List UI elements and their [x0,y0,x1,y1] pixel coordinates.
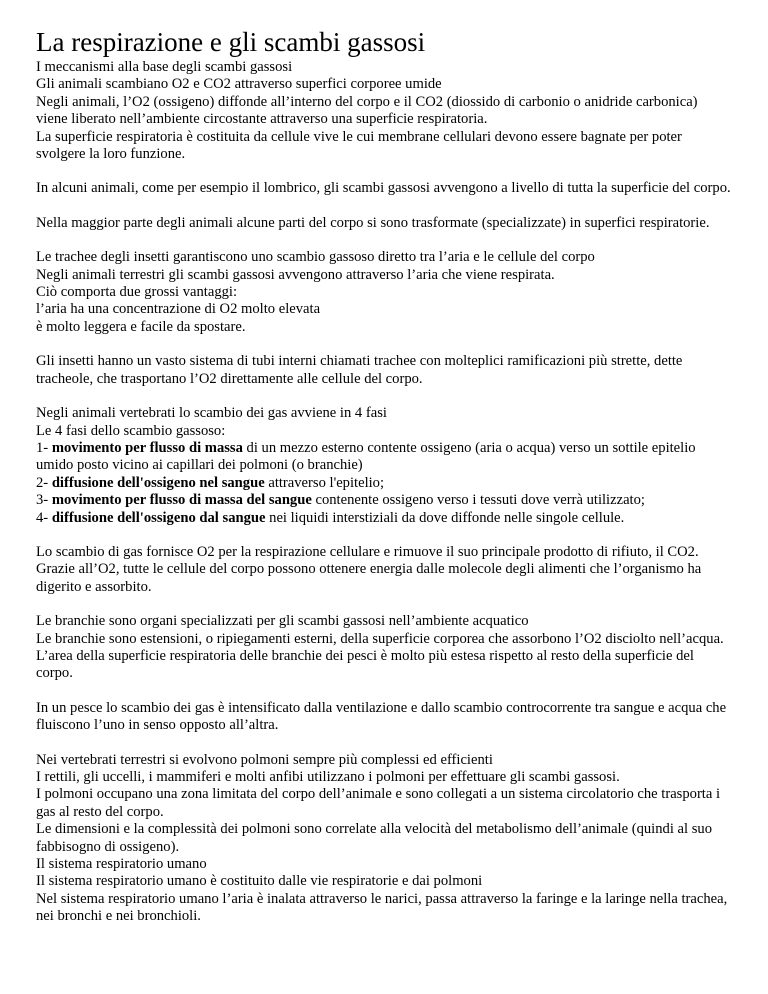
paragraph [36,215,732,232]
bold-phrase: movimento per flusso di massa del sangue [51,492,312,509]
text-line [36,180,732,197]
text-line [36,648,732,683]
text-run: è molto leggera e facile da spostare. [36,318,246,335]
text-run: Nei vertebrati terrestri si evolvono polmoni sempre più complessi ed efficienti [36,751,493,768]
text-run: In alcuni animali, come per esempio il lombrico, gli scambi gassosi avvengono a livello di tutta la superficie del corpo. [36,180,731,197]
paragraph [36,613,732,683]
text-line [36,249,732,266]
paragraph [36,180,732,197]
text-run: 4- [36,509,52,526]
text-line [36,94,732,129]
text-run: Le 4 fasi dello scambio gassoso: [36,422,226,439]
text-run: 1- [36,439,52,456]
text-run: Lo scambio di gas fornisce O2 per la respirazione cellulare e rimuove il suo principale prodotto di rifiuto, il CO2. [36,543,699,560]
document-body [36,59,732,926]
text-run: Il sistema respiratorio umano [36,856,207,873]
text-run: Gli animali scambiano O2 e CO2 attraverso superfici corporee umide [36,76,442,93]
paragraph [36,700,732,735]
text-line [36,561,732,596]
text-run: L’area della superficie respiratoria delle branchie dei pesci è molto più estesa rispetto al resto della superficie del corpo. [36,647,694,682]
text-line [36,129,732,164]
text-line [36,700,732,735]
text-run: 3- [36,492,52,509]
text-line [36,76,732,93]
paragraph [36,544,732,596]
text-line [36,267,732,284]
text-run: Nel sistema respiratorio umano l’aria è inalata attraverso le narici, passa attraverso la faringe e la laringe nella trachea, nei bronchi e nei bronchioli. [36,890,728,925]
text-run: In un pesce lo scambio dei gas è intensificato dalla ventilazione e dallo scambio controcorrente tra sangue e acqua che fluiscono l’uno in senso opposto all’altra. [36,699,727,734]
text-line [36,59,732,76]
text-line [36,492,732,509]
text-line [36,510,732,527]
text-line [36,423,732,440]
text-run: Il sistema respiratorio umano è costituito dalle vie respiratorie e dai polmoni [36,873,483,890]
text-line [36,613,732,630]
text-run: 2- [36,474,52,491]
text-run: I meccanismi alla base degli scambi gassosi [36,59,293,75]
text-line [36,215,732,232]
text-line [36,786,732,821]
text-line [36,319,732,336]
text-line [36,769,732,786]
text-run: Negli animali, l’O2 (ossigeno) diffonde all’interno del corpo e il CO2 (diossido di carbonio o anidride carbonica) viene liberato nell’ambiente circostante attraverso una superficie respiratoria. [36,93,698,128]
page-title: La respirazione e gli scambi gassosi [36,27,426,57]
text-run: Le dimensioni e la complessità dei polmoni sono correlate alla velocità del metabolismo dell’animale (quindi al suo fabbisogno di ossigeno). [36,821,712,855]
text-run: Grazie all’O2, tutte le cellule del corpo possono ottenere energia dalle molecole degli alimenti che l’organismo ha digerito e assorbito. [36,561,702,595]
text-run: I rettili, gli uccelli, i mammiferi e molti anfibi utilizzano i polmoni per effettuare gli scambi gassosi. [36,769,620,785]
bold-phrase: diffusione dell'ossigeno dal sangue [51,509,266,526]
text-line [36,353,732,388]
text-run: di un mezzo esterno contente ossigeno (aria o acqua) verso un sottile epitelio umido posto vicino ai capillari dei polmoni (o branchie) [36,439,696,474]
text-run: Ciò comporta due grossi vantaggi: [36,284,238,301]
text-line [36,475,732,492]
text-line [36,405,732,422]
text-run: attraverso l'epitelio; [264,474,385,491]
paragraph [36,353,732,388]
text-line [36,631,732,648]
text-line [36,873,732,890]
text-run: contenente ossigeno verso i tessuti dove verrà utilizzato; [311,492,645,509]
text-line [36,856,732,873]
text-line [36,544,732,561]
text-run: Le branchie sono organi specializzati per gli scambi gassosi nell’ambiente acquatico [36,613,529,630]
paragraph [36,405,732,527]
text-run: Negli animali terrestri gli scambi gassosi avvengono attraverso l’aria che viene respirata. [36,266,555,283]
bold-phrase: movimento per flusso di massa [51,439,243,456]
paragraph [36,249,732,336]
text-run: l’aria ha una concentrazione di O2 molto elevata [36,301,321,318]
text-line [36,752,732,769]
text-run: Le branchie sono estensioni, o ripiegamenti esterni, della superficie corporea che assorbono l’O2 disciolto nell’acqua. [36,630,724,647]
text-run: Nella maggior parte degli animali alcune parti del corpo si sono trasformate (specializzate) in superfici respiratorie. [36,214,710,231]
text-line [36,891,732,926]
paragraph [36,59,732,163]
text-line [36,301,732,318]
text-run: Gli insetti hanno un vasto sistema di tubi interni chiamati trachee con molteplici ramificazioni più strette, dette tracheole, che trasportano l’O2 direttamente alle cellule del corpo. [36,353,683,387]
bold-phrase: diffusione dell'ossigeno nel sangue [51,474,265,491]
text-line [36,284,732,301]
text-line [36,440,732,475]
text-run: I polmoni occupano una zona limitata del corpo dell’animale e sono collegati a un sistema circolatorio che trasporta i gas al resto del corpo. [36,786,721,820]
paragraph [36,752,732,926]
text-run: Le trachee degli insetti garantiscono uno scambio gassoso diretto tra l’aria e le cellule del corpo [36,249,595,266]
text-run: nei liquidi interstiziali da dove diffonde nelle singole cellule. [265,509,625,526]
text-run: Negli animali vertebrati lo scambio dei gas avviene in 4 fasi [36,405,387,422]
text-run: La superficie respiratoria è costituita da cellule vive le cui membrane cellulari devono essere bagnate per poter svolgere la loro funzione. [36,128,682,163]
text-line [36,821,732,856]
